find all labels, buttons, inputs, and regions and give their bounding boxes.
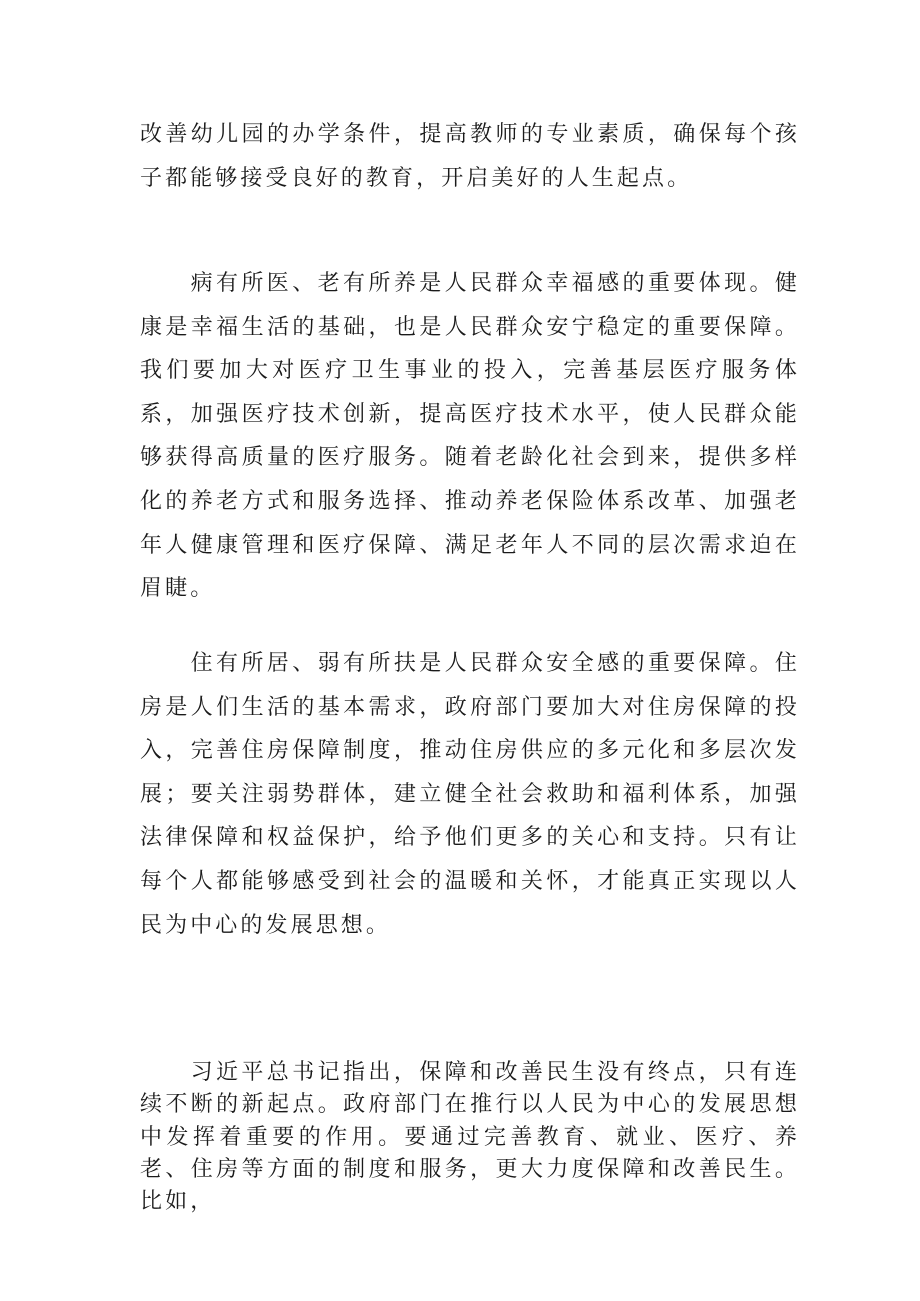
paragraph-housing-welfare: 住有所居、弱有所扶是人民群众安全感的重要保障。住房是人们生活的基本需求，政府部门要加大对住房保障的投入，完善住房保障制度，推动住房供应的多元化和多层次发展；要关注弱势群体，建立健全社会救助和福利体系，加强法律保障和权益保护，给予他们更多的关心和支持。只有让每个人都能够感受到社会的温暖和关怀，才能真正实现以人民为中心的发展思想。 [140, 651, 800, 938]
paragraph-livelihood-improvement: 习近平总书记指出，保障和改善民生没有终点，只有连续不断的新起点。政府部门在推行以人民为中心的发展思想中发挥着重要的作用。要通过完善教育、就业、医疗、养老、住房等方面的制度和服务，更大力度保障和改善民生。比如， [140, 1060, 800, 1215]
paragraph-healthcare-elderly: 病有所医、老有所养是人民群众幸福感的重要体现。健康是幸福生活的基础，也是人民群众安宁稳定的重要保障。我们要加大对医疗卫生事业的投入，完善基层医疗服务体系，加强医疗技术创新，提高医疗技术水平，使人民群众能够获得高质量的医疗服务。随着老龄化社会到来，提供多样化的养老方式和服务选择、推动养老保险体系改革、加强老年人健康管理和医疗保障、满足老年人不同的层次需求迫在眉睫。 [140, 271, 800, 602]
paragraph-education-continued: 改善幼儿园的办学条件，提高教师的专业素质，确保每个孩子都能够接受良好的教育，开启美好的人生起点。 [140, 122, 800, 191]
